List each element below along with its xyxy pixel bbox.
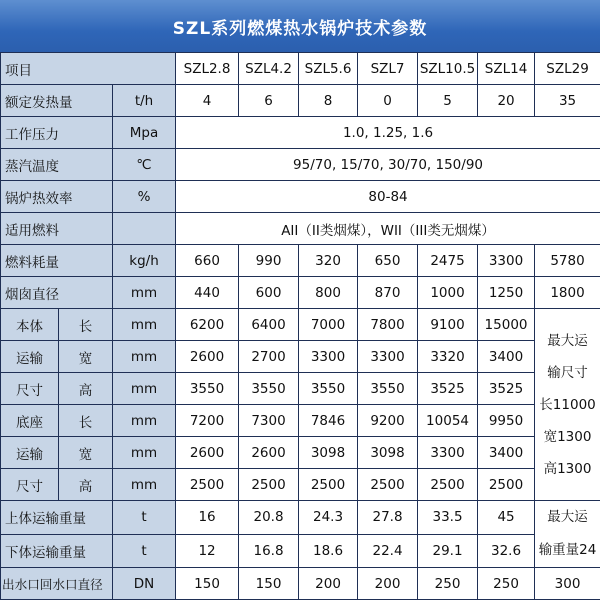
table-cell: 300 [535,568,600,600]
table-cell: 440 [176,277,239,309]
table-cell: 3550 [358,373,418,405]
table-cell: 3525 [478,373,535,405]
model-header: SZL2.8 [176,53,239,85]
table-cell: 800 [299,277,358,309]
table-row [1,469,600,501]
group-label: 运输 [1,437,59,469]
row-unit: mm [113,341,176,373]
model-header: SZL5.6 [299,53,358,85]
row-unit: t/h [113,85,176,117]
row-unit: ℃ [113,149,176,181]
table-cell: 29.1 [418,534,478,568]
table-cell: 250 [418,568,478,600]
note-line: 宽1300 [543,428,592,445]
table-cell: 7200 [176,405,239,437]
table-cell: 3550 [176,373,239,405]
row-label: 烟囱直径 [1,277,113,309]
table-cell: 320 [299,245,358,277]
row-label: 上体运输重量 [1,501,113,535]
table-cell: 7800 [358,309,418,341]
table-cell: 1800 [535,277,600,309]
table-cell: 6200 [176,309,239,341]
table-cell: 2500 [358,469,418,501]
table-cell: 15000 [478,309,535,341]
table-cell: 45 [478,501,535,535]
table-cell: 150 [176,568,239,600]
page-title: SZL系列燃煤热水锅炉技术参数 [0,0,600,52]
table-cell: 0 [358,85,418,117]
group-label: 尺寸 [1,373,59,405]
table-cell: 990 [239,245,299,277]
table-row [1,85,600,117]
row-unit: mm [113,277,176,309]
row-unit: mm [113,405,176,437]
row-unit-empty [113,213,176,245]
header-label: 项目 [1,53,176,85]
table-row [1,277,600,309]
dimension-label: 高 [59,469,113,501]
table-cell: 9200 [358,405,418,437]
table-cell: 2500 [299,469,358,501]
row-unit: mm [113,437,176,469]
table-cell: 3550 [239,373,299,405]
group-label: 运输 [1,341,59,373]
row-label: 出水口回水口直径 [1,568,113,600]
table-cell: 650 [358,245,418,277]
table-cell: 3400 [478,437,535,469]
model-header: SZL10.5 [418,53,478,85]
table-cell: 1.0, 1.25, 1.6 [176,117,600,149]
table-cell: 3300 [299,341,358,373]
dimension-label: 宽 [59,341,113,373]
table-cell: 3300 [358,341,418,373]
table-cell: 80-84 [176,181,600,213]
row-label: 工作压力 [1,117,113,149]
row-unit: t [113,501,176,535]
table-cell: 8 [299,85,358,117]
table-cell: 20.8 [239,501,299,535]
table-row [1,213,600,245]
row-label: 适用燃料 [1,213,113,245]
table-cell: 3400 [478,341,535,373]
row-unit: mm [113,309,176,341]
table-cell: 3550 [299,373,358,405]
table-row [1,181,600,213]
szl29-weight-note [535,501,600,568]
table-cell: 3098 [358,437,418,469]
table-cell: 5780 [535,245,600,277]
row-label: 蒸汽温度 [1,149,113,181]
table-row [1,245,600,277]
table-cell: 9950 [478,405,535,437]
row-unit: kg/h [113,245,176,277]
group-label: 本体 [1,309,59,341]
table-cell: 12 [176,534,239,568]
table-cell: 7846 [299,405,358,437]
table-row [1,373,600,405]
table-cell: 16 [176,501,239,535]
table-row [1,117,600,149]
model-header: SZL7 [358,53,418,85]
row-unit: mm [113,469,176,501]
table-cell: 2600 [239,437,299,469]
note-line: 最大运 [547,332,588,349]
table-row [1,534,600,568]
note-line: 输尺寸 [547,364,588,381]
table-cell: 5 [418,85,478,117]
table-row [1,149,600,181]
row-label: 燃料耗量 [1,245,113,277]
table-cell: 22.4 [358,534,418,568]
table-cell: 4 [176,85,239,117]
table-cell: 2500 [239,469,299,501]
szl29-size-note [535,309,600,501]
row-label: 锅炉热效率 [1,181,113,213]
table-cell: 2500 [478,469,535,501]
note-line: 长11000 [539,396,596,413]
table-cell: 2500 [418,469,478,501]
table-cell: 200 [299,568,358,600]
note-line: 输重量24 [538,542,597,558]
note-line: 高1300 [543,460,592,477]
table-cell: 2500 [176,469,239,501]
table-cell: 250 [478,568,535,600]
model-header: SZL4.2 [239,53,299,85]
note-line: 最大运 [547,509,588,525]
table-cell: 16.8 [239,534,299,568]
table-cell: 9100 [418,309,478,341]
group-label: 底座 [1,405,59,437]
row-label: 额定发热量 [1,85,113,117]
table-cell: 2700 [239,341,299,373]
table-cell: 7000 [299,309,358,341]
table-cell: 3300 [478,245,535,277]
table-cell: 33.5 [418,501,478,535]
table-row [1,405,600,437]
table-cell: 150 [239,568,299,600]
row-label: 下体运输重量 [1,534,113,568]
table-cell: 2475 [418,245,478,277]
table-cell: 2600 [176,341,239,373]
table-cell: 6400 [239,309,299,341]
table-cell: 10054 [418,405,478,437]
table-cell: 18.6 [299,534,358,568]
dimension-label: 长 [59,405,113,437]
model-header: SZL29 [535,53,600,85]
spec-table [0,52,600,600]
table-cell: AII（II类烟煤），WII（III类无烟煤） [176,213,600,245]
table-cell: 32.6 [478,534,535,568]
table-cell: 3098 [299,437,358,469]
dimension-label: 长 [59,309,113,341]
table-cell: 7300 [239,405,299,437]
table-cell: 870 [358,277,418,309]
table-cell: 660 [176,245,239,277]
table-row [1,501,600,535]
model-header: SZL14 [478,53,535,85]
table-cell: 35 [535,85,600,117]
table-cell: 24.3 [299,501,358,535]
row-unit: DN [113,568,176,600]
table-cell: 1000 [418,277,478,309]
table-cell: 1250 [478,277,535,309]
dimension-label: 高 [59,373,113,405]
table-cell: 200 [358,568,418,600]
table-row [1,53,600,85]
table-row [1,437,600,469]
dimension-label: 宽 [59,437,113,469]
table-cell: 3300 [418,437,478,469]
table-row [1,568,600,600]
row-unit: mm [113,373,176,405]
table-row [1,309,600,341]
table-cell: 3525 [418,373,478,405]
table-cell: 600 [239,277,299,309]
table-cell: 95/70, 15/70, 30/70, 150/90 [176,149,600,181]
table-cell: 2600 [176,437,239,469]
row-unit: % [113,181,176,213]
group-label: 尺寸 [1,469,59,501]
table-cell: 3320 [418,341,478,373]
table-row [1,341,600,373]
row-unit: t [113,534,176,568]
table-cell: 27.8 [358,501,418,535]
table-cell: 6 [239,85,299,117]
row-unit: Mpa [113,117,176,149]
table-cell: 20 [478,85,535,117]
